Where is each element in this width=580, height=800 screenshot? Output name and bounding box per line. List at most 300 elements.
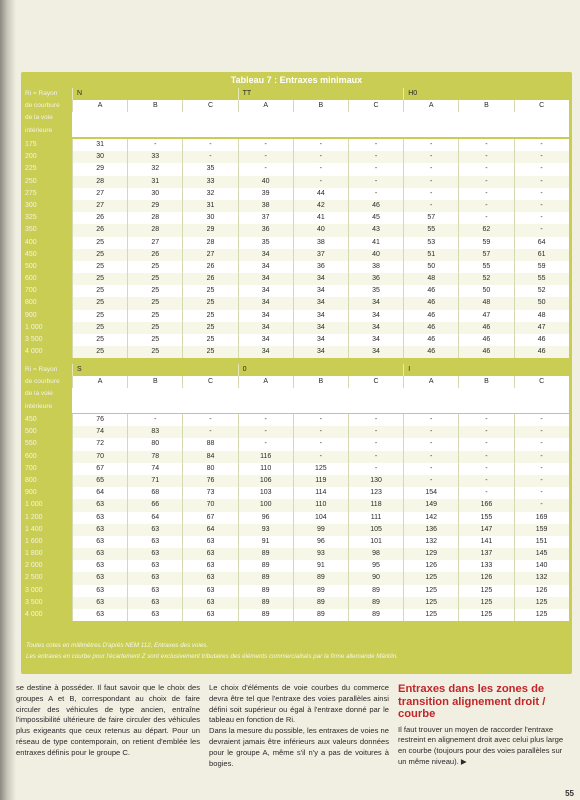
table-cell: -	[182, 139, 237, 151]
table-cell: 159	[514, 524, 569, 536]
subgroup-label: A	[238, 376, 293, 388]
table-cell: 59	[458, 237, 513, 249]
table-cell: 126	[403, 560, 458, 572]
table-cell: 34	[293, 297, 348, 309]
table-cell: 27	[127, 237, 182, 249]
table-cell: 25	[182, 346, 237, 358]
table-cell: 28	[72, 176, 127, 188]
table-cell: 36	[293, 261, 348, 273]
table-cell: -	[458, 188, 513, 200]
table-cell: -	[514, 463, 569, 475]
radius-header-line: Ri = Rayon	[25, 366, 58, 373]
table-cell: 29	[127, 200, 182, 212]
table-cell: 70	[182, 499, 237, 511]
table-cell: 34	[348, 297, 403, 309]
table-row	[23, 487, 569, 499]
table-cell: 126	[514, 585, 569, 597]
article-column-1: se destine à posséder. Il faut savoir que le choix des groupes A et B, correspondant au choix de faire circuler des véhicules de type ancien, entraîne l'impossibilité ultérieure de faire circuler des véhicules plus exigeants que ceux retenus au départ. Pour un réseau de type contemporain, on retient d'emblée les entraxes définis pour le groupe C.	[16, 683, 200, 757]
table-cell: 89	[348, 609, 403, 621]
radius-value: 175	[23, 139, 72, 151]
table-cell: 125	[458, 585, 513, 597]
table-cell: 63	[127, 585, 182, 597]
radius-value: 2 000	[23, 560, 72, 572]
table-cell: -	[514, 200, 569, 212]
table-row	[23, 463, 569, 475]
table-cell: 151	[514, 536, 569, 548]
table-cell: 137	[458, 548, 513, 560]
table-cell: -	[238, 414, 293, 426]
table-cell: 63	[182, 536, 237, 548]
table-cell: 36	[348, 273, 403, 285]
table-cell: 34	[238, 322, 293, 334]
table-cell: 47	[458, 310, 513, 322]
table-cell: 63	[182, 585, 237, 597]
table-header-part1	[23, 88, 569, 137]
table-cell: 29	[72, 163, 127, 175]
table-cell: 30	[127, 188, 182, 200]
table-cell: 46	[403, 285, 458, 297]
table-cell: 34	[293, 322, 348, 334]
table-cell: 89	[238, 572, 293, 584]
table-cell: 26	[127, 249, 182, 261]
table-cell: 140	[514, 560, 569, 572]
table-cell: 72	[72, 438, 127, 450]
table-cell: 136	[403, 524, 458, 536]
table-cell: 103	[238, 487, 293, 499]
table-row	[23, 346, 569, 358]
scale-groups	[72, 364, 569, 376]
table-cell: -	[514, 426, 569, 438]
table-cell: -	[348, 176, 403, 188]
table-cell: 55	[514, 273, 569, 285]
table-cell: -	[514, 163, 569, 175]
table-cell: 89	[293, 572, 348, 584]
table-row	[23, 414, 569, 426]
table-cell: -	[458, 212, 513, 224]
table-row	[23, 572, 569, 584]
header-spacer	[72, 388, 569, 412]
table-cell: 55	[458, 261, 513, 273]
table-cell: 63	[127, 524, 182, 536]
table-row	[23, 499, 569, 511]
table-cell: 25	[72, 285, 127, 297]
table-cell: 64	[72, 487, 127, 499]
table-cell: -	[238, 163, 293, 175]
radius-header-line: intérieure	[25, 126, 53, 134]
table-cell: 34	[293, 334, 348, 346]
table-cell: 29	[182, 224, 237, 236]
table-cell: 154	[403, 487, 458, 499]
table-cell: 25	[72, 249, 127, 261]
table-cell: 46	[403, 322, 458, 334]
table-cell: 46	[403, 334, 458, 346]
table-cell: 25	[127, 297, 182, 309]
subgroup-label: B	[127, 376, 182, 388]
table-cell: 25	[127, 322, 182, 334]
subgroup-label: B	[458, 100, 513, 112]
table-cell: 34	[348, 310, 403, 322]
table-header-part2	[23, 364, 569, 413]
table-cell: 34	[238, 346, 293, 358]
subgroup-label: B	[127, 100, 182, 112]
radius-value: 800	[23, 475, 72, 487]
table-cell: -	[127, 414, 182, 426]
scale-group-s: S	[72, 364, 238, 376]
subgroup-label: A	[403, 376, 458, 388]
radius-value: 450	[23, 249, 72, 261]
table-body-part1	[23, 139, 569, 358]
radius-header-line: de la voie	[25, 390, 53, 398]
table-cell: 32	[127, 163, 182, 175]
table-cell: 48	[514, 310, 569, 322]
table-cell: 25	[127, 285, 182, 297]
table-cell: 89	[238, 548, 293, 560]
subgroup-label: C	[514, 100, 569, 112]
radius-column-header	[23, 364, 72, 413]
table-cell: -	[293, 176, 348, 188]
table-cell: -	[458, 438, 513, 450]
table-row	[23, 597, 569, 609]
table-cell: 63	[182, 560, 237, 572]
table-cell: 31	[127, 176, 182, 188]
table-cell: -	[127, 139, 182, 151]
table-cell: 129	[403, 548, 458, 560]
table-row	[23, 237, 569, 249]
table-cell: -	[293, 451, 348, 463]
table-cell: -	[458, 151, 513, 163]
table-cell: 101	[348, 536, 403, 548]
table-cell: 38	[293, 237, 348, 249]
table-cell: -	[458, 475, 513, 487]
table-cell: 63	[72, 548, 127, 560]
table-cell: 63	[72, 512, 127, 524]
table-cell: -	[458, 139, 513, 151]
table-cell: 111	[348, 512, 403, 524]
table-cell: -	[403, 188, 458, 200]
table-note: Toutes cotes en millimètres D'après NEM 112, Entraxes des voies.	[26, 642, 209, 649]
table-cell: 34	[238, 334, 293, 346]
table-cell: 50	[514, 297, 569, 309]
table-cell: -	[293, 438, 348, 450]
table-cell: 96	[293, 536, 348, 548]
table-cell: 46	[514, 334, 569, 346]
table-cell: 63	[72, 597, 127, 609]
radius-value: 4 000	[23, 346, 72, 358]
table-row	[23, 334, 569, 346]
radius-value: 1 000	[23, 499, 72, 511]
table-cell: 125	[458, 597, 513, 609]
scale-group-n: N	[72, 88, 238, 100]
article-paragraph: Il faut trouver un moyen de raccorder l'entraxe restreint en alignement droit avec celui plus large en courbe (toujours pour des voies parallèles sur un même niveau). ▶	[398, 724, 564, 766]
table-cell: 125	[403, 572, 458, 584]
scale-groups	[72, 88, 569, 100]
table-row	[23, 188, 569, 200]
table-cell: 46	[458, 346, 513, 358]
table-cell: 100	[238, 499, 293, 511]
table-cell: 99	[293, 524, 348, 536]
table-cell: 67	[182, 512, 237, 524]
table-cell: 93	[293, 548, 348, 560]
header-spacer	[72, 112, 569, 136]
page-gutter-shadow	[0, 0, 16, 800]
table-cell: 26	[182, 261, 237, 273]
table-row	[23, 212, 569, 224]
table-cell: -	[403, 176, 458, 188]
subgroup-label: B	[458, 376, 513, 388]
table-cell: 132	[403, 536, 458, 548]
table-cell: 63	[72, 609, 127, 621]
table-cell: 35	[182, 163, 237, 175]
table-cell: 142	[403, 512, 458, 524]
table-cell: -	[348, 188, 403, 200]
table-cell: 106	[238, 475, 293, 487]
table-cell: 53	[403, 237, 458, 249]
table-cell: 63	[72, 524, 127, 536]
table-cell: -	[348, 414, 403, 426]
table-cell: 149	[403, 499, 458, 511]
table-title: Tableau 7 : Entraxes minimaux	[230, 75, 363, 85]
table-cell: -	[514, 139, 569, 151]
radius-value: 900	[23, 487, 72, 499]
page-number: 55	[565, 789, 574, 798]
radius-value: 1 800	[23, 548, 72, 560]
table-cell: 64	[514, 237, 569, 249]
table-cell: 55	[403, 224, 458, 236]
table-cell: 35	[348, 285, 403, 297]
table-cell: -	[458, 451, 513, 463]
radius-value: 325	[23, 212, 72, 224]
table-cell: 71	[127, 475, 182, 487]
table-row	[23, 536, 569, 548]
table-cell: -	[293, 163, 348, 175]
subgroup-label: C	[182, 100, 237, 112]
table-cell: 64	[182, 524, 237, 536]
table-cell: 110	[238, 463, 293, 475]
table-cell: 36	[238, 224, 293, 236]
table-cell: 57	[458, 249, 513, 261]
table-cell: 147	[458, 524, 513, 536]
radius-header-line: de la voie	[25, 114, 53, 122]
table-cell: 30	[182, 212, 237, 224]
article-paragraph: Le choix d'éléments de voie courbes du commerce devra être tel que l'entraxe des voies parallèles ainsi défini soit supérieur ou égal à l'entraxe donné par le tableau en fonction de Ri.	[209, 683, 389, 725]
subgroup-label: A	[72, 376, 127, 388]
table-row	[23, 139, 569, 151]
table-row	[23, 322, 569, 334]
table-cell: 25	[72, 261, 127, 273]
table-cell: 37	[293, 249, 348, 261]
table-cell: 33	[127, 151, 182, 163]
table-cell: 39	[238, 188, 293, 200]
radius-value: 700	[23, 285, 72, 297]
radius-value: 600	[23, 273, 72, 285]
table-cell: 63	[127, 536, 182, 548]
table-cell: -	[458, 463, 513, 475]
table-cell: 166	[458, 499, 513, 511]
table-row	[23, 273, 569, 285]
radius-header-line: de courbure	[25, 378, 60, 386]
table-cell: 48	[458, 297, 513, 309]
table-cell: 125	[458, 609, 513, 621]
table-cell: 25	[127, 261, 182, 273]
table-cell: 57	[403, 212, 458, 224]
table-cell: 63	[72, 536, 127, 548]
radius-value: 3 500	[23, 597, 72, 609]
table-row	[23, 475, 569, 487]
table-cell: 25	[182, 310, 237, 322]
table-cell: -	[514, 499, 569, 511]
radius-value: 250	[23, 176, 72, 188]
table-cell: 90	[348, 572, 403, 584]
table-cell: -	[348, 463, 403, 475]
table-cell: 28	[127, 212, 182, 224]
table-cell: 38	[238, 200, 293, 212]
table-cell: 114	[293, 487, 348, 499]
table-cell: -	[514, 414, 569, 426]
radius-value: 300	[23, 200, 72, 212]
table-row	[23, 548, 569, 560]
table-cell: 63	[72, 572, 127, 584]
subgroup-label: B	[293, 376, 348, 388]
table-cell: 74	[72, 426, 127, 438]
table-cell: 89	[293, 609, 348, 621]
table-cell: 62	[458, 224, 513, 236]
radius-value: 1 600	[23, 536, 72, 548]
table-row	[23, 297, 569, 309]
table-cell: 84	[182, 451, 237, 463]
table-cell: 33	[182, 176, 237, 188]
table-cell: 25	[127, 273, 182, 285]
table-cell: 63	[127, 548, 182, 560]
table-cell: 47	[514, 322, 569, 334]
table-row	[23, 249, 569, 261]
table-cell: -	[348, 139, 403, 151]
radius-header-line: Ri = Rayon	[25, 90, 58, 97]
table-cell: 125	[403, 597, 458, 609]
radius-value: 350	[23, 224, 72, 236]
radius-value: 600	[23, 451, 72, 463]
table-cell: 46	[403, 297, 458, 309]
table-cell: -	[293, 414, 348, 426]
table-cell: 130	[348, 475, 403, 487]
table-cell: 28	[182, 237, 237, 249]
table-cell: -	[458, 426, 513, 438]
table-cell: -	[514, 451, 569, 463]
table-cell: -	[403, 451, 458, 463]
table-notes	[26, 640, 566, 662]
table-cell: 46	[514, 346, 569, 358]
table-cell: 63	[127, 572, 182, 584]
radius-value: 1 000	[23, 322, 72, 334]
table-cell: 63	[127, 560, 182, 572]
table-cell: -	[514, 151, 569, 163]
table-cell: 25	[127, 346, 182, 358]
table-cell: -	[403, 426, 458, 438]
table-cell: -	[514, 188, 569, 200]
table-cell: -	[403, 463, 458, 475]
table-cell: 89	[293, 585, 348, 597]
table-row	[23, 560, 569, 572]
table-cell: 89	[238, 597, 293, 609]
section-heading: Entraxes dans les zones de transition alignement droit / courbe	[398, 683, 546, 720]
table-cell: 25	[182, 334, 237, 346]
table-cell: 126	[458, 572, 513, 584]
table-cell: 61	[514, 249, 569, 261]
table-cell: 34	[348, 322, 403, 334]
table-cell: 91	[293, 560, 348, 572]
scale-group-tt: TT	[238, 88, 404, 100]
table-row	[23, 426, 569, 438]
radius-value: 900	[23, 310, 72, 322]
table-body-part2	[23, 414, 569, 621]
table-cell: 125	[403, 609, 458, 621]
table-cell: 88	[182, 438, 237, 450]
subgroup-label: C	[182, 376, 237, 388]
table-cell: 43	[348, 224, 403, 236]
radius-value: 500	[23, 426, 72, 438]
table-cell: -	[238, 139, 293, 151]
table-cell: 25	[72, 237, 127, 249]
table-cell: 35	[238, 237, 293, 249]
table-cell: 42	[293, 200, 348, 212]
table-row	[23, 512, 569, 524]
subgroup-label: C	[348, 376, 403, 388]
table-cell: 46	[458, 322, 513, 334]
radius-header-line: intérieure	[25, 402, 53, 410]
radius-value: 2 500	[23, 572, 72, 584]
table-cell: 116	[238, 451, 293, 463]
table-cell: -	[514, 212, 569, 224]
table-cell: -	[458, 200, 513, 212]
table-row	[23, 176, 569, 188]
table-cell: 63	[72, 560, 127, 572]
table-cell: -	[348, 426, 403, 438]
table-cell: 95	[348, 560, 403, 572]
table-cell: 155	[458, 512, 513, 524]
table-cell: 96	[238, 512, 293, 524]
table-cell: -	[514, 176, 569, 188]
table-cell: 38	[348, 261, 403, 273]
table-cell: 76	[182, 475, 237, 487]
table-cell: 34	[238, 310, 293, 322]
subgroup-labels	[72, 100, 569, 112]
table-cell: 34	[348, 334, 403, 346]
table-cell: 50	[403, 261, 458, 273]
table-cell: 104	[293, 512, 348, 524]
table-cell: 25	[127, 310, 182, 322]
table-cell: 89	[348, 597, 403, 609]
table-cell: -	[403, 200, 458, 212]
table-cell: -	[293, 151, 348, 163]
table-cell: -	[348, 151, 403, 163]
table-cell: 41	[293, 212, 348, 224]
radius-value: 3 500	[23, 334, 72, 346]
radius-value: 275	[23, 188, 72, 200]
radius-header-line: de courbure	[25, 102, 60, 110]
table-cell: 25	[72, 310, 127, 322]
table-cell: 89	[348, 585, 403, 597]
table-row	[23, 609, 569, 621]
table-cell: 40	[238, 176, 293, 188]
table-cell: 34	[238, 297, 293, 309]
table-cell: 89	[238, 560, 293, 572]
table-cell: 80	[127, 438, 182, 450]
table-cell: -	[403, 438, 458, 450]
table-cell: 34	[238, 285, 293, 297]
table-cell: -	[293, 426, 348, 438]
table-cell: -	[458, 163, 513, 175]
table-cell: 125	[514, 597, 569, 609]
table-cell: -	[238, 151, 293, 163]
